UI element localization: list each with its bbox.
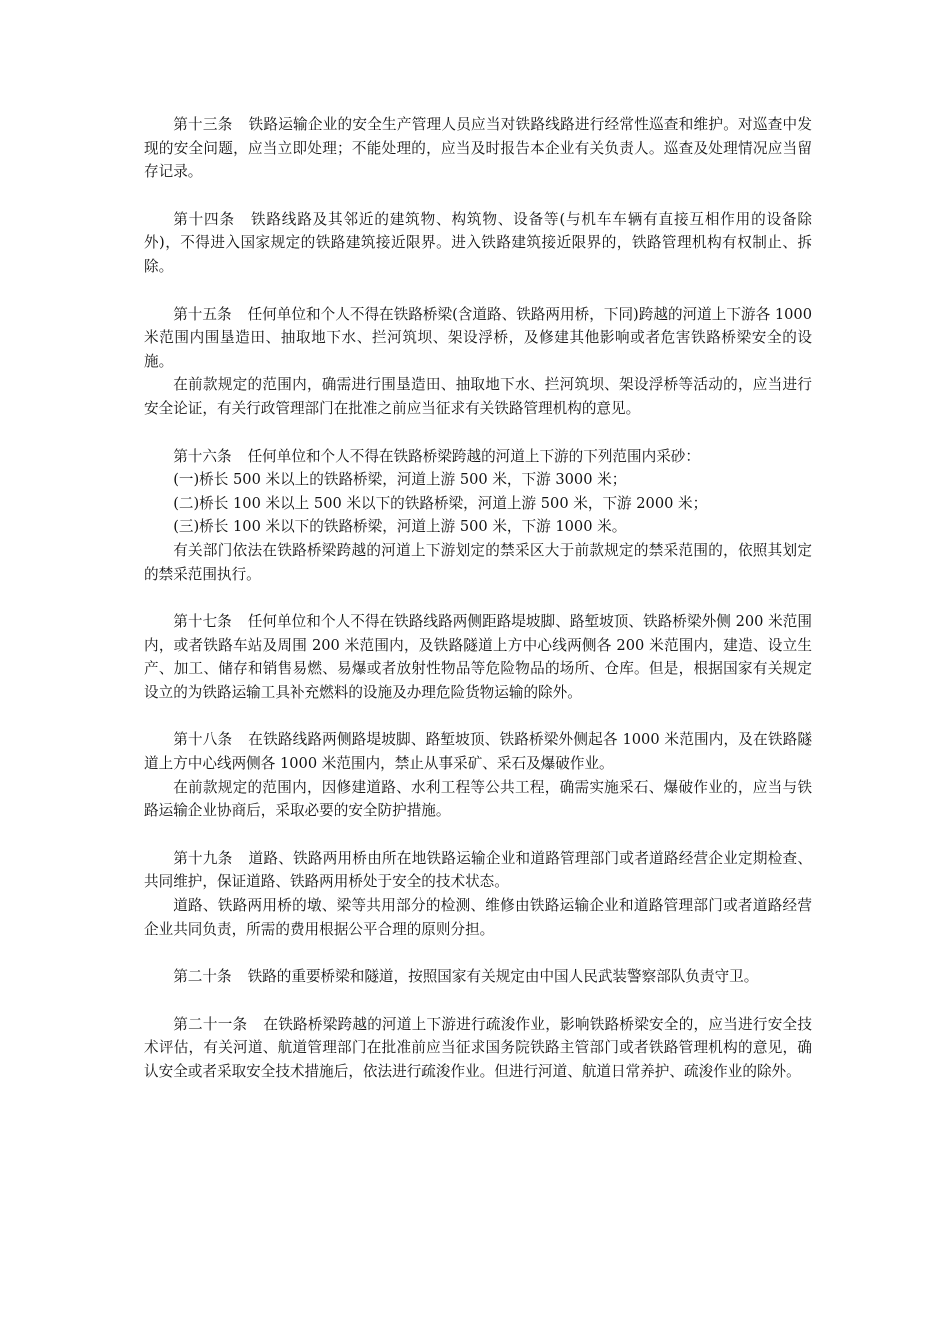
- paragraph: [144, 113, 812, 184]
- list-item: (一)桥长 500 米以上的铁路桥梁，河道上游 500 米，下游 3000 米；: [173, 471, 627, 489]
- article-title: 第十三条: [173, 116, 233, 133]
- paragraph: 在前款规定的范围内，因修建道路、水利工程等公共工程，确需实施采石、爆破作业的，应当与铁路运输企业协商后，采取必要的安全防护措施。: [144, 778, 812, 820]
- article-title: 第十六条: [173, 447, 232, 465]
- article-21: [144, 1013, 812, 1084]
- article-text: 在铁路桥梁跨越的河道上下游进行疏浚作业，影响铁路桥梁安全的，应当进行安全技术评估，有关河道、航道管理部门在批准前应当征求国务院铁路主管部门或者铁路管理机构的意见，确认安全或者采取安全技术措施后，依法进行疏浚作业。但进行河道、航道日常养护、疏浚作业的除外。: [144, 1015, 812, 1080]
- paragraph: [144, 208, 812, 279]
- article-text: 铁路的重要桥梁和隧道，按照国家有关规定由中国人民武装警察部队负责守卫。: [247, 968, 759, 986]
- article-19: [144, 847, 812, 941]
- paragraph: [144, 847, 812, 894]
- paragraph: [144, 728, 812, 775]
- article-13: [144, 113, 812, 184]
- article-text: 任何单位和个人不得在铁路线路两侧距路堤坡脚、路堑坡顶、铁路桥梁外侧 200 米范围内，或者铁路车站及周围 200 米范围内，及铁路隧道上方中心线两侧各 200 米范围内，建造、设立生产、加工、储存和销售易燃、易爆或者放射性物品等危险物品的场所、仓库。但是，根据国家有关规定设立的为铁路运输工具补充燃料的设施及办理危险货物运输的除外。: [144, 613, 812, 701]
- paragraph: [144, 303, 812, 374]
- list-item: (三)桥长 100 米以下的铁路桥梁，河道上游 500 米，下游 1000 米。: [173, 518, 627, 536]
- article-text: 在铁路线路两侧路堤坡脚、路堑坡顶、铁路桥梁外侧起各 1000 米范围内，及在铁路隧道上方中心线两侧各 1000 米范围内，禁止从事采矿、采石及爆破作业。: [144, 731, 812, 773]
- article-title: 第十七条: [173, 613, 232, 631]
- article-title: 第二十一条: [173, 1015, 248, 1033]
- paragraph: [144, 610, 812, 704]
- article-title: 第二十条: [173, 968, 232, 986]
- article-15: [144, 303, 812, 421]
- article-title: 第十九条: [173, 849, 233, 867]
- article-text: 铁路线路及其邻近的建筑物、构筑物、设备等(与机车车辆有直接互相作用的设备除外)，不得进入国家规定的铁路建筑接近限界。进入铁路建筑接近限界的，铁路管理机构有权制止、拆除。: [144, 210, 812, 275]
- article-18: [144, 728, 812, 822]
- article-14: [144, 208, 812, 279]
- document-page: [144, 113, 812, 1108]
- list-item: (二)桥长 100 米以上 500 米以下的铁路桥梁，河道上游 500 米，下游 2000 米；: [173, 494, 708, 512]
- paragraph: [144, 445, 812, 469]
- article-title: 第十五条: [173, 305, 232, 323]
- article-17: [144, 610, 812, 704]
- article-text: 道路、铁路两用桥由所在地铁路运输企业和道路管理部门或者道路经营企业定期检查、共同维护，保证道路、铁路两用桥处于安全的技术状态。: [144, 849, 812, 891]
- article-16: [144, 445, 812, 587]
- article-title: 第十四条: [173, 210, 235, 228]
- article-title: 第十八条: [173, 731, 233, 749]
- paragraph: [144, 965, 812, 989]
- article-text: 铁路运输企业的安全生产管理人员应当对铁路线路进行经常性巡查和维护。对巡查中发现的安全问题，应当立即处理；不能处理的，应当及时报告本企业有关负责人。巡查及处理情况应当留存记录。: [144, 116, 812, 181]
- paragraph: 道路、铁路两用桥的墩、梁等共用部分的检测、维修由铁路运输企业和道路管理部门或者道路经营企业共同负责，所需的费用根据公平合理的原则分担。: [144, 897, 812, 938]
- article-text: 任何单位和个人不得在铁路桥梁(含道路、铁路两用桥，下同)跨越的河道上下游各 1000 米范围内围垦造田、抽取地下水、拦河筑坝、架设浮桥，及修建其他影响或者危害铁路桥梁安全的设施。: [144, 305, 812, 370]
- paragraph: [144, 1013, 812, 1084]
- article-20: [144, 965, 812, 989]
- paragraph: 在前款规定的范围内，确需进行围垦造田、抽取地下水、拦河筑坝、架设浮桥等活动的，应当进行安全论证，有关行政管理部门在批准之前应当征求有关铁路管理机构的意见。: [144, 376, 812, 417]
- paragraph: 有关部门依法在铁路桥梁跨越的河道上下游划定的禁采区大于前款规定的禁采范围的，依照其划定的禁采范围执行。: [144, 541, 812, 583]
- article-text: 任何单位和个人不得在铁路桥梁跨越的河道上下游的下列范围内采砂：: [247, 447, 700, 465]
